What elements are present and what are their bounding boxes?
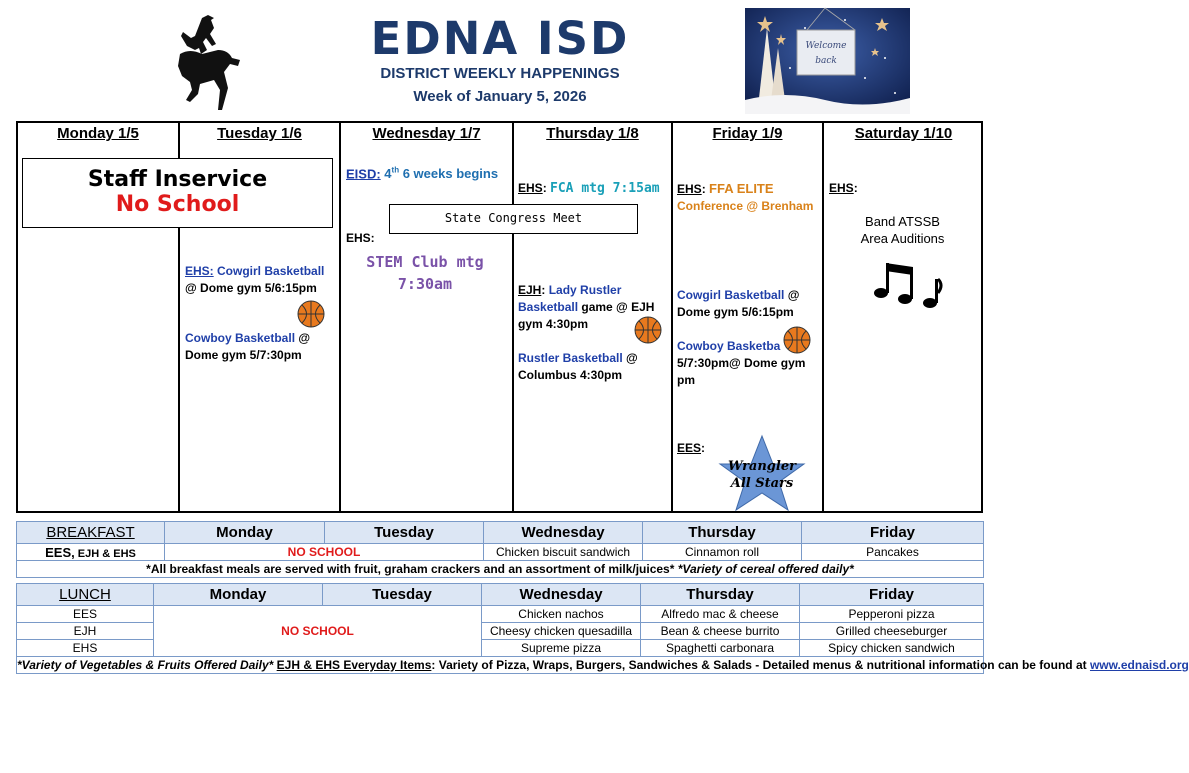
friday-ees-tag: EES:	[677, 441, 706, 455]
event-detail: @	[784, 288, 800, 302]
event-name: Rustler Basketball	[518, 351, 623, 365]
event-name: Cowboy Basketball	[185, 331, 296, 345]
lunch-label: LUNCH	[17, 584, 154, 606]
row-label: EJH	[17, 623, 154, 640]
menu-cell: Spaghetti carbonara	[641, 640, 800, 657]
school-tag: EHS	[518, 181, 543, 195]
column-header: Tuesday	[325, 522, 484, 544]
breakfast-label: BREAKFAST	[17, 522, 165, 544]
menu-cell: Pepperoni pizza	[800, 606, 984, 623]
badge-text: Wrangler All Stars	[728, 459, 796, 491]
inservice-title: Staff Inservice	[87, 167, 268, 192]
table-header-row	[17, 522, 984, 544]
event-name: FCA mtg 7:15am	[550, 181, 660, 196]
column-header: Wednesday	[482, 584, 641, 606]
menu-cell: Alfredo mac & cheese	[641, 606, 800, 623]
day-header: Friday 1/9	[712, 125, 783, 142]
lunch-table	[16, 583, 1189, 674]
event-name: Cowgirl Basketball	[677, 288, 785, 302]
event-detail: game @ EJH	[578, 300, 655, 314]
wednesday-ehs-tag: EHS:	[346, 231, 375, 245]
tuesday-cowboy-event	[185, 330, 335, 364]
basketball-icon	[634, 316, 662, 344]
wednesday-eisd-event	[346, 162, 498, 182]
no-school-cell: NO SCHOOL	[165, 544, 484, 561]
saturday-ehs-tag: EHS:	[829, 181, 858, 195]
thursday-rustler-event	[518, 350, 663, 384]
event-name: FFA ELITE	[709, 181, 774, 196]
event-name: Conference @ Brenham	[677, 199, 814, 213]
welcome-photo-art	[745, 8, 910, 114]
lunch-note: *Variety of Vegetables & Fruits Offered Daily* EJH & EHS Everyday Items: Variety of Pizza, Wraps, Burgers, Sandwiches & Salads - Detailed menus & nutritional information can be found at www.ednaisd.org	[17, 658, 1189, 672]
menu-cell: Chicken biscuit sandwich	[484, 544, 643, 561]
event-name: 4th 6 weeks begins	[384, 166, 499, 182]
district-website-link[interactable]: www.ednaisd.org	[1089, 658, 1189, 672]
table-note-row	[17, 561, 984, 578]
column-header: Tuesday	[323, 584, 482, 606]
event-detail: Dome gym 5/6:15pm	[200, 281, 317, 295]
saturday-band-event: Band ATSSB Area Auditions	[860, 214, 945, 246]
welcome-back-photo	[745, 8, 910, 114]
event-detail: Dome gym 5/6:15pm	[677, 305, 794, 319]
day-header: Tuesday 1/6	[217, 125, 302, 142]
menu-cell: Chicken nachos	[482, 606, 641, 623]
event-time: 7:30am	[397, 275, 453, 293]
table-note-row	[17, 657, 984, 674]
no-school-cell: NO SCHOOL	[154, 606, 482, 657]
friday-ffa-event: EHS: FFA ELITE Conference @ Brenham	[677, 181, 814, 213]
row-label: EES	[17, 606, 154, 623]
column-header: Thursday	[641, 584, 800, 606]
basketball-icon	[297, 300, 325, 328]
page-title: EDNA ISD	[370, 12, 630, 65]
day-header: Saturday 1/10	[854, 125, 953, 142]
event-detail: @	[622, 351, 638, 365]
event-detail: gym 4:30pm	[518, 317, 589, 331]
tuesday-cowgirl-event	[185, 263, 335, 297]
breakfast-note: *All breakfast meals are served with fruit, graham crackers and an assortment of milk/juices* *Variety of cereal offered daily*	[17, 561, 984, 578]
staff-inservice-box	[22, 158, 333, 228]
column-header: Thursday	[643, 522, 802, 544]
table-row	[17, 606, 984, 623]
event-detail: 5/7:30pm@ Dome gym	[677, 356, 806, 370]
page-subtitle: DISTRICT WEEKLY HAPPENINGS	[380, 65, 620, 82]
menu-cell: Cheesy chicken quesadilla	[482, 623, 641, 640]
column-header: Monday	[154, 584, 323, 606]
menu-cell: Cinnamon roll	[643, 544, 802, 561]
thursday-lady-rustler-event: EJH: Lady Rustler Basketball game @ EJH gym 4:30pm	[518, 283, 655, 331]
school-tag: EHS:	[185, 264, 214, 278]
bucking-horse-logo	[172, 14, 242, 108]
wrangler-all-stars-badge	[712, 434, 812, 514]
event-detail: @	[185, 281, 197, 295]
row-label: EES, EJH & EHS	[17, 544, 165, 561]
week-label: Week of January 5, 2026	[413, 88, 587, 105]
school-tag: EISD:	[346, 166, 381, 182]
event-detail: Dome gym 5/7:30pm	[185, 348, 302, 362]
menu-cell: Supreme pizza	[482, 640, 641, 657]
column-header: Friday	[802, 522, 984, 544]
menu-cell: Spicy chicken sandwich	[800, 640, 984, 657]
table-header-row	[17, 584, 984, 606]
event-name: Basketball	[518, 300, 579, 314]
column-header: Wednesday	[484, 522, 643, 544]
event-name: STEM Club mtg	[366, 253, 484, 271]
event-detail: @	[295, 331, 311, 345]
photo-text-back: back	[815, 56, 837, 66]
breakfast-table	[16, 521, 984, 578]
column-header: Friday	[800, 584, 984, 606]
day-header: Monday 1/5	[57, 125, 139, 142]
event-name: Cowboy Basketba	[677, 339, 781, 353]
event-detail: Columbus 4:30pm	[518, 368, 623, 382]
event-detail: pm	[677, 373, 695, 387]
menu-cell: Pancakes	[802, 544, 984, 561]
event-name: Lady Rustler	[548, 283, 622, 297]
menu-cell: Grilled cheeseburger	[800, 623, 984, 640]
basketball-icon	[783, 326, 811, 354]
row-label: EHS	[17, 640, 154, 657]
photo-text-welcome: Welcome	[805, 41, 847, 51]
menu-cell: Bean & cheese burrito	[641, 623, 800, 640]
school-tag: EJH	[518, 283, 542, 297]
inservice-no-school: No School	[115, 192, 240, 217]
thursday-fca-event: EHS: FCA mtg 7:15am	[518, 181, 660, 196]
wednesday-stem-event	[340, 251, 510, 295]
state-congress-box: State Congress Meet	[389, 204, 638, 234]
day-header: Wednesday 1/7	[372, 125, 481, 142]
day-header: Thursday 1/8	[546, 125, 639, 142]
friday-cowgirl-event	[677, 287, 817, 321]
column-header: Monday	[165, 522, 325, 544]
school-tag: EHS	[677, 182, 702, 196]
music-notes-icon	[872, 255, 944, 311]
event-name: Cowgirl Basketball	[217, 264, 325, 278]
table-row	[17, 544, 984, 561]
